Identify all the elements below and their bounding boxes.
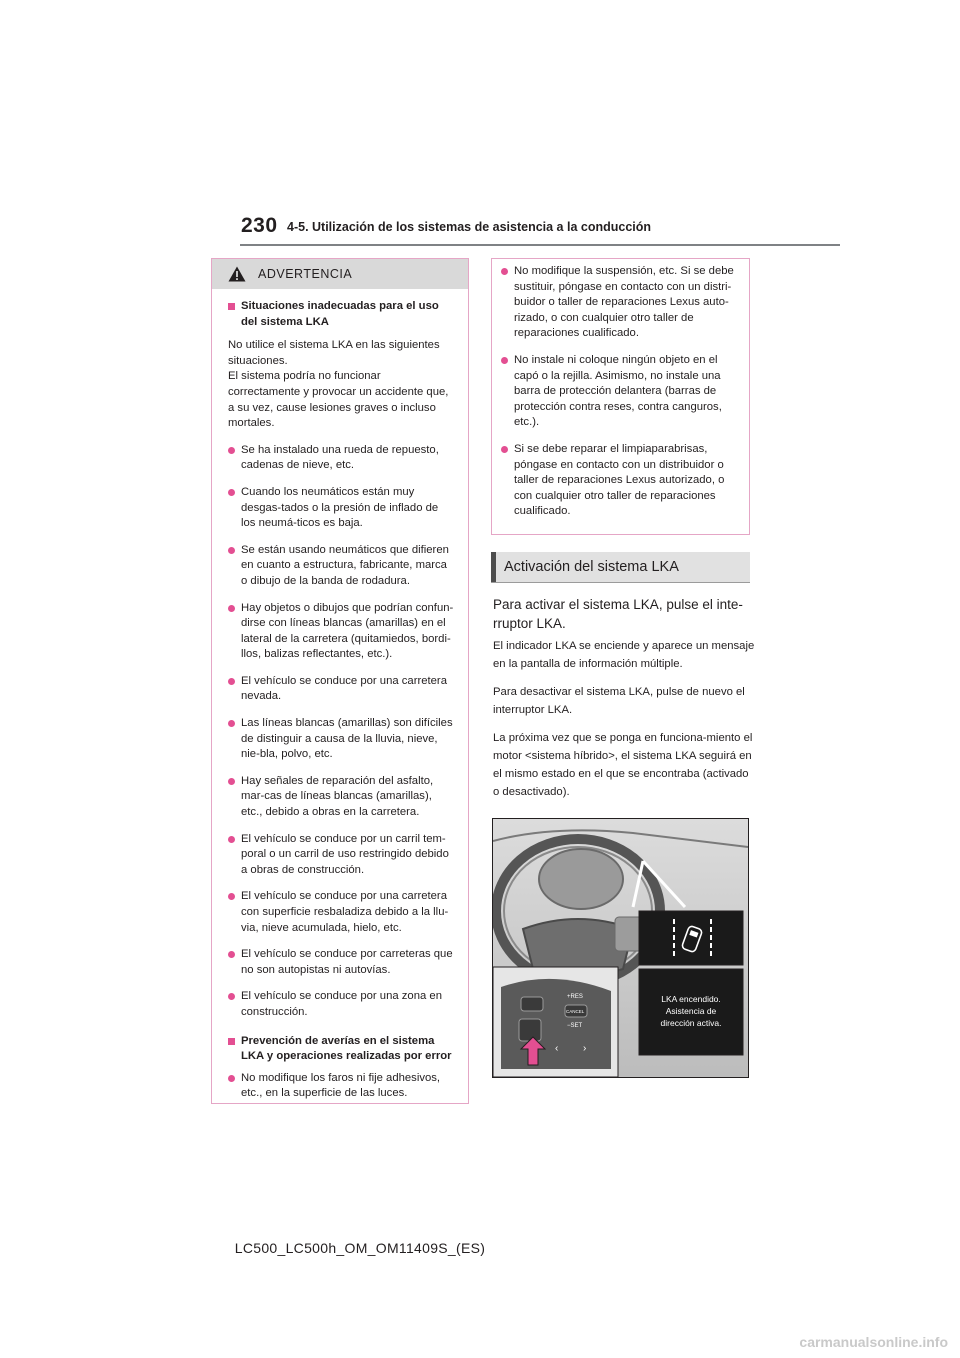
warning-paragraph [228, 338, 454, 432]
activation-heading-text: Activación del sistema LKA [504, 559, 679, 575]
round-bullet-icon [228, 836, 235, 843]
round-bullet-icon [228, 893, 235, 900]
warning-subhead-text: Situaciones inadecuadas para el uso del sistema LKA [241, 300, 439, 328]
list-item: Se están usando neumáticos que difieren en cuanto a estructura, fabricante, marca o dibujo de la banda de rodadura. [228, 543, 454, 590]
list-item: El vehículo se conduce por un carril tem-poral o un carril de uso restringido debido a obras de construcción. [228, 832, 454, 879]
list-item: No modifique los faros ni fije adhesivos, etc., en la superficie de las luces. [228, 1071, 454, 1102]
activation-lead: Para activar el sistema LKA, pulse el inte-rruptor LKA. [493, 597, 743, 631]
warning-box [211, 258, 469, 1104]
lka-indicator-panel [639, 911, 743, 965]
list-item: El vehículo se conduce por carreteras que no son autopistas ni autovías. [228, 947, 454, 978]
warning-continuation-box [491, 258, 750, 535]
list-item: El vehículo se conduce por una carretera nevada. [228, 674, 454, 705]
lka-illustration-drawing [493, 819, 748, 1077]
list-item: Hay objetos o dibujos que podrían confun-dirse con líneas blancas (amarillas) en el lateral de la carretera (quitamiedos, bordi-llos, balizas reflectantes, etc.). [228, 601, 454, 663]
warning-title: ADVERTENCIA [258, 267, 353, 281]
display-message-line: dirección activa. [660, 1018, 722, 1028]
set-label: −SET [567, 1023, 583, 1029]
list-item: No modifique la suspensión, etc. Si se debe sustituir, póngase en contacto con un distri-buidor o taller de reparaciones Lexus auto-rizado, o con cualquier otro taller de reparaciones cualificado. [501, 264, 735, 342]
list-item: El vehículo se conduce por una carretera con superficie resbaladiza debido a la llu-via, nieve acumulada, hielo, etc. [228, 889, 454, 936]
round-bullet-icon [228, 547, 235, 554]
list-item: Hay señales de reparación del asfalto, mar-cas de líneas blancas (amarillas), etc., debido a obras en la carretera. [228, 774, 454, 821]
list-item: Se ha instalado una rueda de repuesto, cadenas de nieve, etc. [228, 443, 454, 474]
warning-header [212, 259, 468, 289]
round-bullet-icon [228, 447, 235, 454]
round-bullet-icon [501, 446, 508, 453]
square-bullet-icon [228, 1038, 235, 1045]
left-arrow-icon: ‹ [555, 1043, 559, 1054]
watermark: carmanualsonline.info [799, 1334, 948, 1350]
list-item: El vehículo se conduce por una zona en construcción. [228, 989, 454, 1020]
heading-bar [491, 552, 496, 582]
list-item: No instale ni coloque ningún objeto en el capó o la rejilla. Asimismo, no instale una barra de protección delantera (barras de protección contra reses, contra canguros, etc.). [501, 353, 735, 431]
round-bullet-icon [228, 993, 235, 1000]
round-bullet-icon [501, 357, 508, 364]
lka-illustration [492, 818, 749, 1078]
list-item: Cuando los neumáticos están muy desgas-tados o la presión de inflado de los neumá-ticos es baja. [228, 485, 454, 532]
warning-bullet-list [228, 443, 454, 1021]
distance-switch [521, 997, 543, 1011]
display-message-line: Asistencia de [665, 1006, 717, 1016]
instrument-cluster [539, 849, 623, 909]
activation-paragraph: El indicador LKA se enciende y aparece un mensaje en la pantalla de información múltiple. [493, 640, 755, 670]
round-bullet-icon [228, 489, 235, 496]
round-bullet-icon [228, 951, 235, 958]
right-arrow-icon: › [583, 1043, 587, 1054]
cancel-label: CANCEL [566, 1009, 585, 1014]
list-item: Si se debe reparar el limpiaparabrisas, póngase en contacto con un distribuidor o taller de reparaciones Lexus autorizado, o con cualquier otro taller de reparaciones cualificado. [501, 442, 735, 520]
warning-subhead [228, 1034, 454, 1065]
round-bullet-icon [228, 720, 235, 727]
res-label: +RES [567, 994, 583, 1000]
round-bullet-icon [228, 678, 235, 685]
round-bullet-icon [228, 605, 235, 612]
square-bullet-icon [228, 303, 235, 310]
warning-triangle-icon [228, 266, 246, 282]
activation-heading [491, 552, 750, 583]
switch-cluster [501, 979, 611, 1069]
round-bullet-icon [228, 1075, 235, 1082]
warning-body [212, 289, 468, 1102]
activation-paragraph: Para desactivar el sistema LKA, pulse de nuevo el interruptor LKA. [493, 686, 745, 716]
page-number: 230 [241, 214, 278, 237]
header-rule [240, 244, 840, 246]
round-bullet-icon [228, 778, 235, 785]
display-message-line: LKA encendido. [661, 994, 721, 1004]
round-bullet-icon [501, 268, 508, 275]
warning-intro: No utilice el sistema LKA en las siguientes situaciones. [228, 339, 440, 367]
footer-code-text: LC500_LC500h_OM_OM11409S_(ES) [234, 1240, 486, 1256]
list-item: Las líneas blancas (amarillas) son difíciles de distinguir a causa de la lluvia, nieve, nie-bla, polvo, etc. [228, 716, 454, 763]
warning-intro: El sistema podría no funcionar correctamente y provocar un accidente que, a su vez, cause lesiones graves o incluso mortales. [228, 370, 449, 430]
warning-subhead-text: Prevención de averías en el sistema LKA y operaciones realizadas por error [241, 1034, 452, 1063]
footer-code [0, 1240, 960, 1256]
warning-subhead [228, 299, 454, 330]
lka-switch [519, 1019, 541, 1041]
activation-paragraph: La próxima vez que se ponga en funciona-miento el motor <sistema híbrido>, el sistema LKA seguirá en el mismo estado en el que se encontraba (activado o desactivado). [493, 732, 753, 798]
section-title: 4-5. Utilización de los sistemas de asistencia a la conducción [287, 220, 652, 234]
